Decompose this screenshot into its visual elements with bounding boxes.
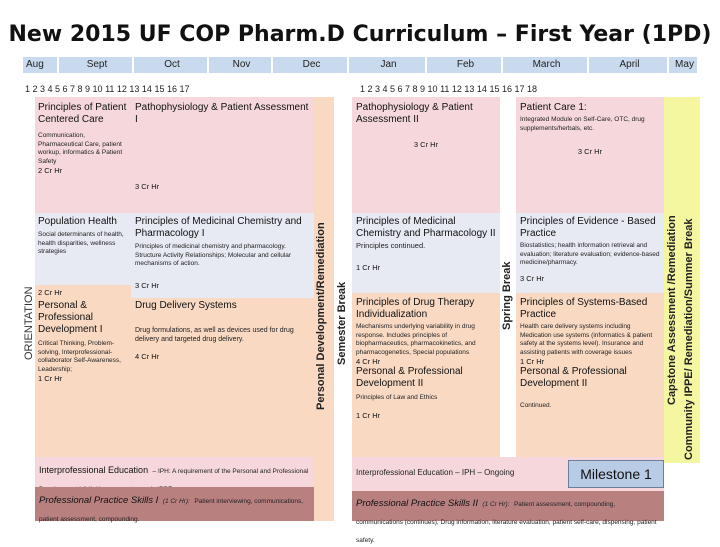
community-label: Community IPPE/ Remediation/Summer Break (683, 218, 695, 460)
course-title: Pathophysiology & Patient Assessment I (135, 102, 309, 125)
course-description: Principles of medicinal chemistry and pharmacology. Structure Activity Relationships; Molecular and cellular mechanisms of action. (135, 243, 292, 267)
course-description: Integrated Module on Self-Care, OTC, drug supplements/herbals, etc. (520, 116, 645, 132)
course-drug-therapy (352, 293, 500, 457)
course-credits: 3 Cr Hr (520, 273, 545, 283)
course-description: Mechanisms underlying variability in drug response. Includes principles of biopharmaceutics, pharmacokinetics, and pharmacogenetics, Special populations (356, 323, 476, 356)
course-title: Principles of Patient Centered Care (38, 102, 127, 125)
course-evidence-based (516, 213, 664, 293)
month-jan: Jan (348, 56, 426, 74)
pps-credit: (1 Cr Hr): (162, 498, 190, 505)
course-title: Principles of Evidence - Based Practice (520, 216, 656, 239)
course-patient-care-1 (516, 97, 664, 213)
spring-pps-row (352, 491, 664, 544)
course-credits: 1 Cr Hr (356, 262, 381, 272)
course-description: Drug formulations, as well as devices used for drug delivery and targeted drug delivery. (135, 327, 294, 343)
month-april: April (588, 56, 668, 74)
course-credits: 1 Cr Hr (520, 357, 545, 366)
population-health-credits: 2 Cr Hr (38, 288, 63, 297)
fall-pps-row (35, 487, 314, 521)
course-drug-delivery (131, 298, 314, 457)
milestone-badge: Milestone 1 (568, 460, 664, 488)
course-title: Principles of Systems-Based Practice (520, 297, 648, 320)
course-description: Health care delivery systems including Medication use systems (informatics & patient safety at the systems level). Insurance and assisting patients with coverage issues (520, 323, 653, 356)
week-numbers-spring: 1 2 3 4 5 6 7 8 9 10 11 12 13 14 15 16 17 18 (360, 84, 537, 94)
course-patho-2 (352, 97, 500, 213)
pps-credit: (1 Cr Hr): (482, 501, 510, 508)
semester-break-label: Semester Break (336, 281, 348, 365)
course-description: Critical Thinking, Problem-solving, Interprofessional-collaborator Self-Awareness, Leadership; (38, 340, 121, 373)
course-credits: 4 Cr Hr (135, 352, 160, 361)
fall-ipe-row (35, 457, 314, 487)
course-credits: 3 Cr Hr (135, 182, 160, 191)
course-description: Principles continued. (356, 241, 426, 250)
month-march: March (502, 56, 588, 74)
course-credits: 2 Cr Hr (38, 166, 63, 175)
pps-description: Patient assessment, compounding, communications (continues), Drug information, literature evaluation, patient self-care, dispensing, patient safety. (356, 501, 657, 544)
month-feb: Feb (426, 56, 502, 74)
orientation-label: ORIENTATION (23, 286, 35, 360)
course-medchem-1 (131, 213, 314, 298)
ppd2-credits: 1 Cr Hr (356, 410, 381, 420)
course-patho-1 (131, 97, 314, 213)
course-title: Population Health (38, 216, 117, 227)
week-numbers-fall: 1 2 3 4 5 6 7 8 9 10 11 12 13 14 15 16 17 (25, 84, 190, 94)
course-title: Drug Delivery Systems (135, 300, 237, 311)
ppd2-continued-description: Continued. (520, 402, 552, 409)
course-credits: 3 Cr Hr (413, 140, 439, 149)
course-population-health (35, 213, 131, 285)
course-credits: 1 Cr Hr (38, 374, 63, 383)
course-description: Social determinants of health, health disparities, wellness strategies (38, 231, 124, 255)
pps-description: Patient interviewing, communications, patient assessment, compounding. (39, 498, 304, 523)
month-dec: Dec (272, 56, 348, 74)
ppd2-description: Principles of Law and Ethics (356, 394, 438, 401)
course-description: Biostatistics; health information retrieval and evaluation; literature evaluation; evidence-based medicine/pharmacy. (520, 242, 660, 266)
course-patient-centered-care (35, 97, 131, 213)
course-title: Patient Care 1: (520, 102, 587, 113)
month-oct: Oct (133, 56, 208, 74)
page-title: New 2015 UF COP Pharm.D Curriculum – First Year (1PD) (8, 22, 712, 47)
course-medchem-2 (352, 213, 500, 293)
course-credits: 4 Cr Hr (356, 357, 381, 366)
course-title: Personal & Professional Development I (38, 300, 103, 335)
pps-title: Professional Practice Skills II (356, 498, 478, 509)
pps-title: Professional Practice Skills I (39, 495, 159, 506)
ipe-title: Interprofessional Education (39, 465, 149, 475)
ppd2-title: Personal & Professional Development II (356, 366, 463, 389)
course-title: Principles of Medicinal Chemistry and Pharmacology I (135, 216, 302, 239)
ppd2-continued-title: Personal & Professional Development II (520, 366, 627, 389)
course-systems-based (516, 293, 664, 457)
course-title: Principles of Medicinal Chemistry and Pharmacology II (356, 216, 496, 239)
remediation-label: Personal Development/Remediation (315, 222, 327, 410)
course-ppd-1 (35, 285, 131, 457)
course-credits: 3 Cr Hr (577, 147, 603, 156)
course-title: Principles of Drug Therapy Individualization (356, 297, 475, 320)
course-description: Communication, Pharmaceutical Care, patient workup, informatics & Patient Safety (38, 132, 123, 165)
ipe-detail: – IPH: A requirement of the Personal and Professional (152, 468, 309, 475)
ipe-text: Interprofessional Education – IPH – Ongoing (356, 468, 515, 477)
course-credits: 3 Cr Hr (135, 280, 160, 290)
month-sept: Sept (58, 56, 133, 74)
course-title: Pathophysiology & Patient Assessment II (356, 102, 473, 125)
month-may: May (668, 56, 698, 74)
capstone-label: Capstone Assessment /Remediation (666, 215, 678, 405)
month-aug: Aug (22, 56, 58, 74)
month-nov: Nov (208, 56, 272, 74)
spring-break-label: Spring Break (501, 261, 513, 330)
